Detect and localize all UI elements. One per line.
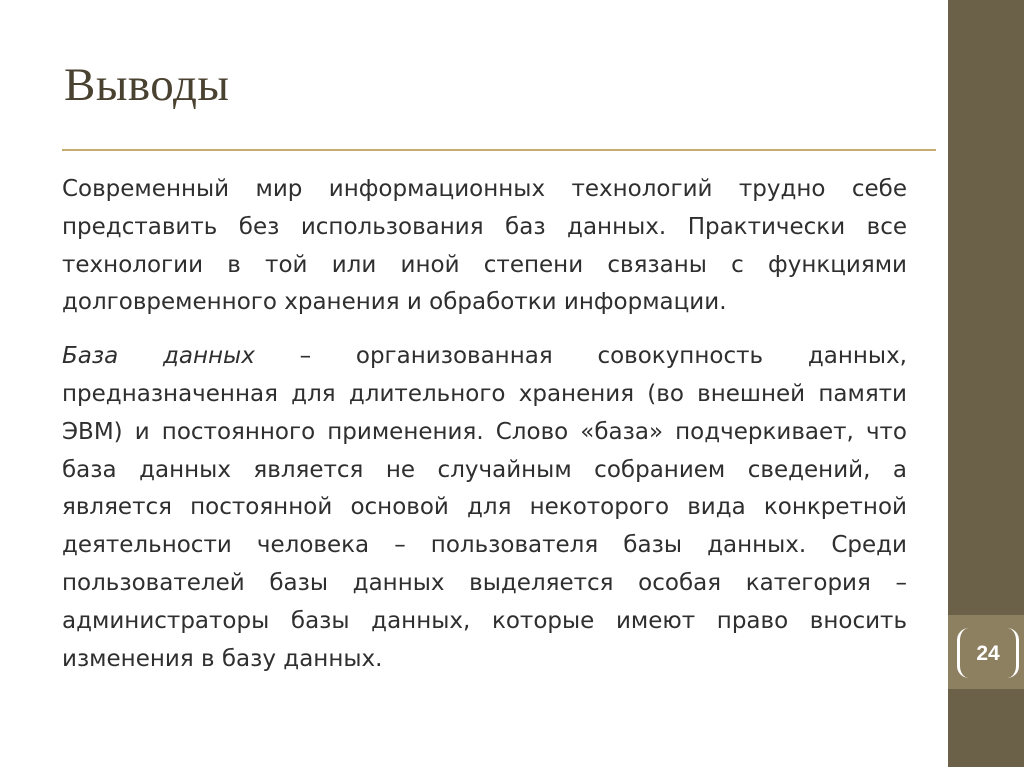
paragraph-intro: Современный мир информационных технологий трудно себе представить без использования баз данных. Практически все технологии в той или иной степени связаны с функциями долговременного хранения и обработки информации. [62,176,907,316]
definition-text: – организованная совокупность данных, предназначенная для длительного хранения (во внешней памяти ЭВМ) и постоянного применения. Слово «база» подчеркивает, что база данных является не случайным собранием сведений, а является постоянной основой для некоторого вида конкретной деятельности человека – пользователя базы данных. Среди пользователей базы данных выделяется особая категория – администраторы базы данных, которые имеют право вносить изменения в базу данных. [62,343,907,672]
slide-body [62,171,907,678]
title-divider [62,149,936,151]
page-number: 24 [976,642,1000,665]
paragraph-definition [62,338,907,678]
slide-title: Выводы [64,59,230,111]
definition-term: База данных [62,343,255,370]
